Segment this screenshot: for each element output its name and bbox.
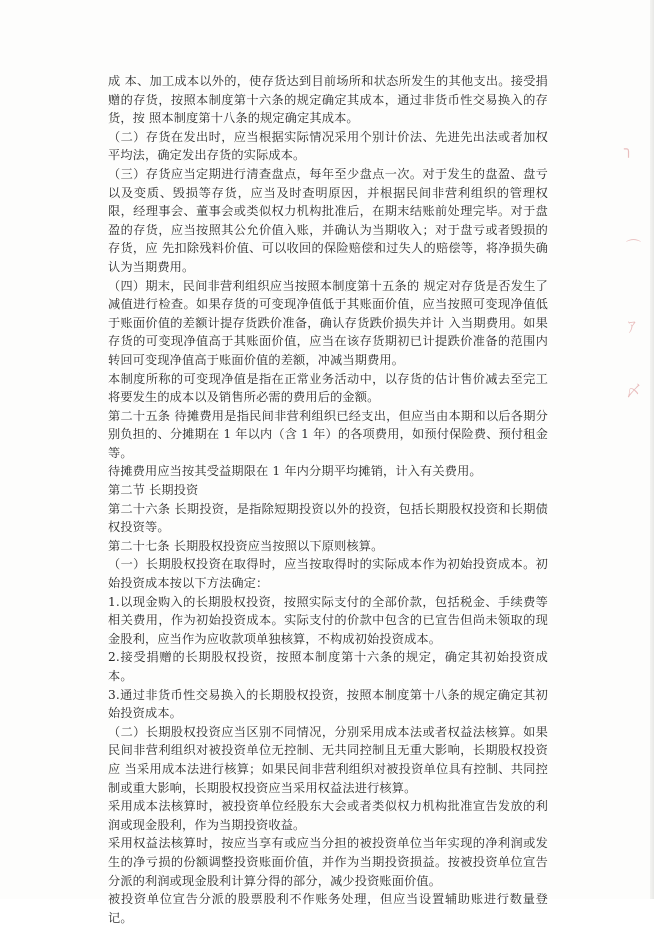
bleed-mark: 〆 (626, 382, 642, 400)
bleed-mark: ｱ (628, 318, 636, 336)
paragraph-17: 采用权益法核算时，按应当享有或应当分担的被投资单位当年实现的净利润或发生的净亏损的份额调整投资账面价值，并作为当期投资损益。按被投资单位宣告分派的利润或现金股利计算分得的部分，减少投资账面价值。 (108, 836, 548, 888)
paragraph-13: 2.接受捐赠的长期股权投资，按照本制度第十六条的规定，确定其初始投资成本。 (108, 650, 548, 683)
paragraph-18: 被投资单位宣告分派的股票股利不作账务处理，但应当设置辅助账进行数量登记。 (108, 892, 548, 925)
section-heading: 第二节 长期投资 (108, 483, 199, 498)
paragraph-4: （四）期末，民间非营利组织应当按照本制度第十五条的 规定对存货是否发生了减值进行检查。如果存货的可变现净值低于其账面价值，应当按照可变现净值低于账面价值的差额计提存货跌价准备，确认存货跌价损失并计 入当期费用。如果存货的可变现净值高于其账面价值，应当在该存货期初已计提跌价准备的范围内转回可变现净值高于账面价值的差额，冲减当期费用。 (108, 278, 548, 367)
document-body (108, 72, 548, 927)
paragraph-15: （二）长期股权投资应当区别不同情况，分别采用成本法或者权益法核算。如果民间非营利组织对被投资单位无控制、无共同控制且无重大影响，长期股权投资应 当采用成本法进行核算；如果民间非营利组织对被投资单位具有控制、共同控制或重大影响，长期股权投资应当采用权益法进行核算。 (108, 724, 548, 795)
bleed-mark: ╮ (624, 140, 634, 158)
bleed-mark: ⌒ (626, 238, 642, 256)
paragraph-2: （二）存货在发出时，应当根据实际情况采用个别计价法、先进先出法或者加权平均法，确定发出存货的实际成本。 (108, 129, 548, 163)
scan-edge (650, 0, 654, 899)
paragraph-14: 3.通过非货币性交易换入的长期股权投资，按照本制度第十八条的规定确定其初始投资成本。 (108, 687, 548, 721)
paragraph-11: （一）长期股权投资在取得时，应当按取得时的实际成本作为初始投资成本。初始投资成本按以下方法确定： (108, 557, 548, 591)
paragraph-16: 采用成本法核算时，被投资单位经股东大会或者类似权力机构批准宣告发放的利润或现金股利，作为当期投资收益。 (108, 799, 548, 832)
paragraph-9: 第二十六条 长期投资，是指除短期投资以外的投资，包括长期股权投资和长期债权投资等。 (108, 501, 548, 535)
paragraph-6: 第二十五条 待摊费用是指民间非营利组织已经支出，但应当由本期和以后各期分别负担的、分摊期在 1 年以内（含 1 年）的各项费用，如预付保险费、预付租金等。 (108, 408, 548, 460)
paragraph-7: 待摊费用应当按其受益期限在 1 年内分期平均摊销，计入有关费用。 (108, 464, 482, 479)
paragraph-5: 本制度所称的可变现净值是指在正常业务活动中，以存货的估计售价减去至完工将要发生的成本以及销售所必需的费用后的金额。 (108, 371, 548, 405)
paragraph-1: 成 本、加工成本以外的，使存货达到目前场所和状态所发生的其他支出。接受捐赠的存货，按照本制度第十六条的规定确定其成本，通过非货币性交易换入的存货，按 照本制度第十八条的规定确定其成本。 (108, 74, 548, 126)
paragraph-3: （三）存货应当定期进行清查盘点，每年至少盘点一次。对于发生的盘盈、盘亏以及变质、毁损等存货，应当及时查明原因，并根据民间非营利组织的管理权限，经理事会、董事会或类似权力机构批准后，在期末结账前处理完毕。对于盘盈的存货，应当按照其公允价值入账，并确认为当期收入；对于盘亏或者毁损的存货，应 先扣除残料价值、可以收回的保险赔偿和过失人的赔偿等，将净损失确认为当期费用。 (108, 166, 548, 274)
paragraph-12: 1.以现金购入的长期股权投资，按照实际支付的全部价款，包括税金、手续费等相关费用，作为初始投资成本。实际支付的价款中包含的已宣告但尚未领取的现金股利，应当作为应收款项单独核算，不构成初始投资成本。 (108, 594, 548, 646)
paragraph-10: 第二十七条 长期股权投资应当按照以下原则核算。 (108, 538, 384, 553)
